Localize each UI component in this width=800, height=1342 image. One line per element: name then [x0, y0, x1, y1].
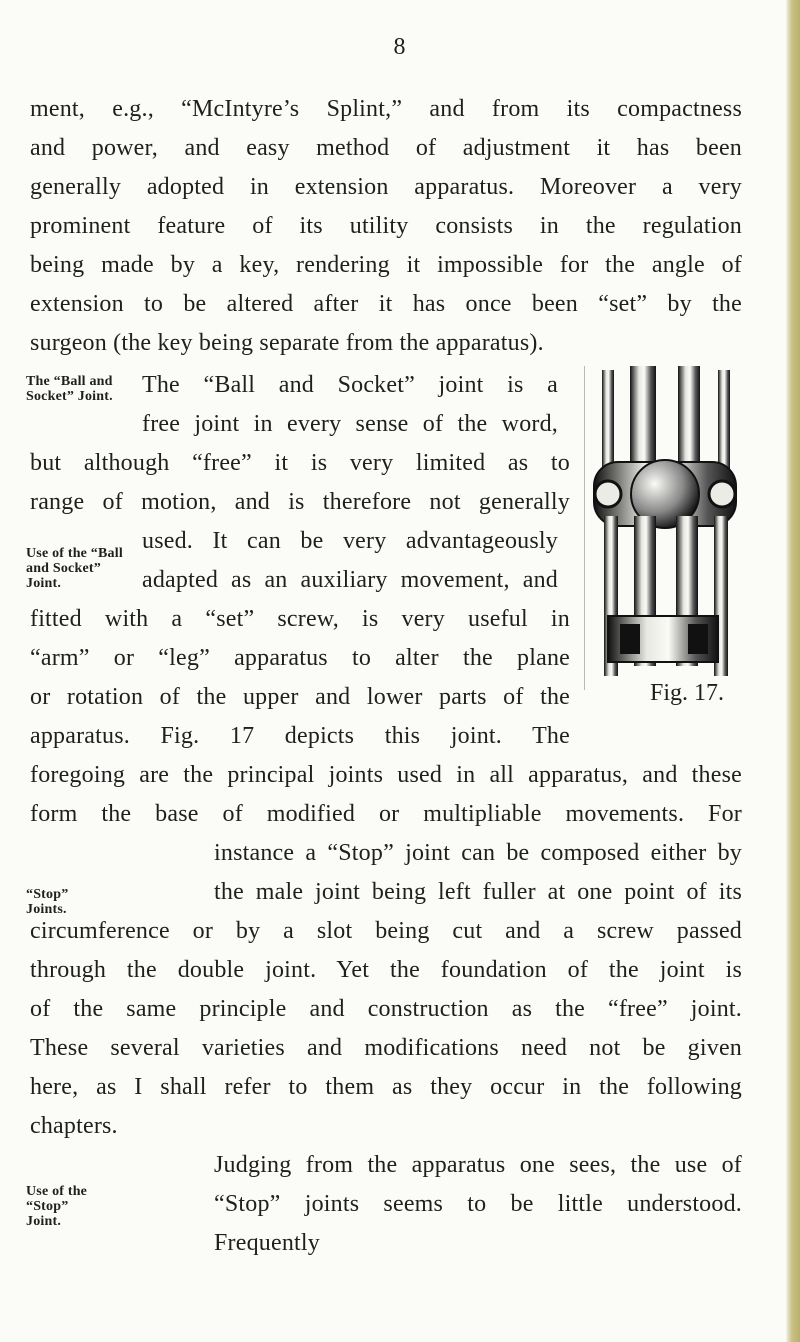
text-line: “Stop” joints seems to be little understood. Frequently — [214, 1191, 742, 1256]
margin-note-use-ball-socket: Use of the “Ball and Socket” Joint. — [26, 546, 123, 591]
text-line: prominent feature of its utility consists in the regulation — [30, 213, 742, 239]
text-line: the male joint being left fuller at one point of its — [214, 879, 742, 905]
text-line: circumference or by a slot being cut and a screw passed — [30, 918, 742, 944]
text-line: adapted as an auxiliary movement, and — [142, 567, 558, 593]
text-line: free joint in every sense of the word, — [142, 411, 558, 437]
text-line: generally adopted in extension apparatus. Moreover a very — [30, 174, 742, 200]
text-line: The “Ball and Socket” joint is a — [142, 372, 558, 398]
text-line: through the double joint. Yet the foundation of the joint is — [30, 957, 742, 983]
margin-note-stop-joints: “Stop” Joints. — [26, 887, 69, 917]
text-line: Judging from the apparatus one sees, the use of — [214, 1152, 742, 1178]
text-line: foregoing are the principal joints used in all apparatus, and these — [30, 762, 742, 788]
text-line: being made by a key, rendering it impossible for the angle of — [30, 252, 742, 278]
text-line: here, as I shall refer to them as they occur in the following — [30, 1074, 742, 1100]
figure-caption: Fig. 17. — [650, 680, 725, 706]
text-line: These several varieties and modifications need not be given — [30, 1035, 742, 1061]
text-line: extension to be altered after it has once been “set” by the — [30, 291, 742, 317]
text-line: chapters. — [30, 1113, 118, 1139]
ball-and-socket-joint-illustration — [584, 366, 746, 690]
text-line: or rotation of the upper and lower parts of the — [30, 684, 570, 710]
text-line: form the base of modified or multipliable movements. For — [30, 801, 742, 827]
text-line: ment, e.g., “McIntyre’s Splint,” and from its compactness — [30, 96, 742, 122]
text-line: of the same principle and construction as the “free” joint. — [30, 996, 742, 1022]
text-line: fitted with a “set” screw, is very useful in — [30, 606, 570, 632]
page-edge — [786, 0, 800, 1342]
margin-note-use-stop-joint: Use of the “Stop” Joint. — [26, 1184, 88, 1229]
text-line: instance a “Stop” joint can be composed either by — [214, 840, 742, 866]
page-number: 8 — [393, 34, 407, 60]
figure-svg — [584, 366, 746, 690]
text-line: and power, and easy method of adjustment it has been — [30, 135, 742, 161]
text-line: surgeon (the key being separate from the apparatus). — [30, 330, 544, 356]
text-line: used. It can be very advantageously — [142, 528, 558, 554]
text-line: range of motion, and is therefore not generally — [30, 489, 570, 515]
margin-note-ball-socket: The “Ball and Socket” Joint. — [26, 374, 113, 404]
text-line: but although “free” it is very limited as to — [30, 450, 570, 476]
text-line: “arm” or “leg” apparatus to alter the plane — [30, 645, 570, 671]
text-line: apparatus. Fig. 17 depicts this joint. The — [30, 723, 570, 749]
